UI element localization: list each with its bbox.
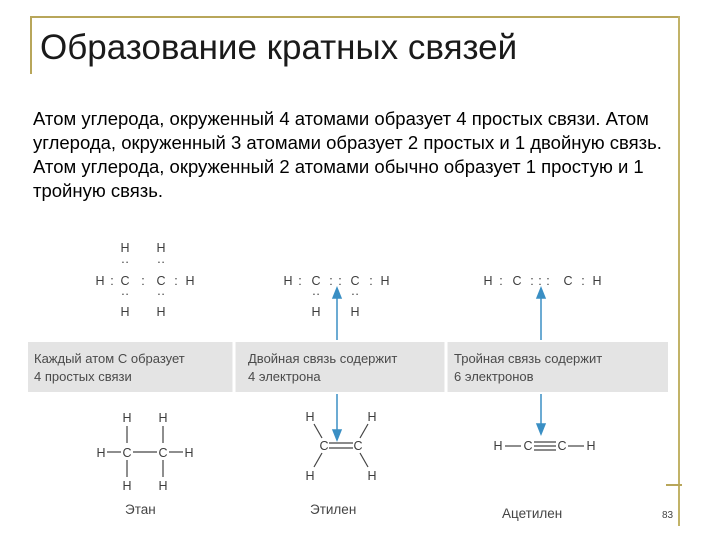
electron-dots: ·· (311, 287, 321, 301)
electron-pair: : (174, 274, 178, 288)
atom-c: C (350, 274, 360, 288)
atom-h: H (185, 274, 195, 288)
molecule-name-acetylene: Ацетилен (502, 506, 563, 521)
atom-h: H (283, 274, 293, 288)
electron-dots: ·· (120, 287, 130, 301)
electron-pair: : (369, 274, 373, 288)
electron-pair: : (546, 274, 550, 288)
frame-top-line (30, 16, 680, 18)
intro-paragraph: Атом углерода, окруженный 4 атомами образует 4 простых связи. Атом углерода, окруженный 3 атомами образует 2 простых и 1 двойную связь. Атом углерода, окруженный 2 атомами обычно образует 1 простую и 1 тройную связь. (33, 108, 662, 201)
electron-pair: : (530, 274, 534, 288)
atom-h: H (367, 410, 377, 424)
atom-h: H (350, 305, 360, 319)
atom-h: H (158, 411, 168, 425)
bond-diagram-svg (28, 236, 668, 532)
frame-right-line (678, 16, 680, 526)
electron-pair: : (581, 274, 585, 288)
electron-dots: ·· (156, 255, 166, 269)
atom-h: H (120, 305, 130, 319)
atom-c: C (563, 274, 573, 288)
arrow-head-icon (537, 288, 545, 298)
atom-c: C (122, 446, 132, 460)
atom-c: C (156, 274, 166, 288)
atom-c: C (311, 274, 321, 288)
slide-title: Образование кратных связей (40, 28, 518, 67)
electron-dots: ·· (120, 255, 130, 269)
ethane-structure (96, 411, 193, 493)
caption-band (28, 342, 668, 392)
atom-h: H (305, 469, 315, 483)
caption-ethylene-line1: Двойная связь содержит (248, 351, 398, 366)
caption-ethane-line2: 4 простых связи (34, 369, 132, 384)
frame-left-line (30, 16, 32, 74)
caption-ethylene-line2: 4 электрона (248, 369, 321, 384)
atom-h: H (483, 274, 493, 288)
electron-dots: ·· (350, 287, 360, 301)
atom-h: H (122, 411, 132, 425)
atom-c: C (120, 274, 130, 288)
atom-h: H (305, 410, 315, 424)
electron-pair: : (298, 274, 302, 288)
arrow-head-icon (333, 288, 341, 298)
electron-pair: : (329, 274, 333, 288)
electron-dots: ·· (156, 287, 166, 301)
electron-pair: : (141, 274, 145, 288)
atom-c: C (158, 446, 168, 460)
atom-c: C (557, 439, 567, 453)
atom-h: H (311, 305, 321, 319)
caption-acetylene-line1: Тройная связь содержит (454, 351, 603, 366)
atom-h: H (156, 241, 166, 255)
atom-h: H (156, 305, 166, 319)
ethane-lewis (95, 241, 194, 319)
atom-h: H (493, 439, 503, 453)
caption-ethane-line1: Каждый атом C образует (34, 351, 185, 366)
frame-corner-mark (666, 484, 682, 486)
atom-h: H (120, 241, 130, 255)
electron-pair: : (338, 274, 342, 288)
molecule-name-ethylene: Этилен (310, 502, 357, 517)
atom-h: H (592, 274, 602, 288)
atom-h: H (158, 479, 168, 493)
acetylene-lewis (483, 274, 601, 288)
atom-c: C (353, 439, 363, 453)
electron-pair: : (499, 274, 503, 288)
electron-pair: : (110, 274, 114, 288)
atom-c: C (523, 439, 533, 453)
ethylene-structure (305, 410, 376, 483)
atom-h: H (586, 439, 596, 453)
acetylene-structure (493, 439, 595, 453)
atom-h: H (96, 446, 106, 460)
atom-h: H (95, 274, 105, 288)
atom-h: H (367, 469, 377, 483)
atom-c: C (319, 439, 329, 453)
molecule-name-ethane: Этан (125, 502, 156, 517)
electron-pair: : (538, 274, 542, 288)
arrow-head-icon (333, 430, 341, 440)
atom-h: H (184, 446, 194, 460)
page-number: 83 (662, 510, 674, 521)
arrow-head-icon (537, 424, 545, 434)
atom-c: C (512, 274, 522, 288)
atom-h: H (122, 479, 132, 493)
caption-acetylene-line2: 6 электронов (454, 369, 534, 384)
atom-h: H (380, 274, 390, 288)
bond-formation-figure (28, 236, 668, 532)
